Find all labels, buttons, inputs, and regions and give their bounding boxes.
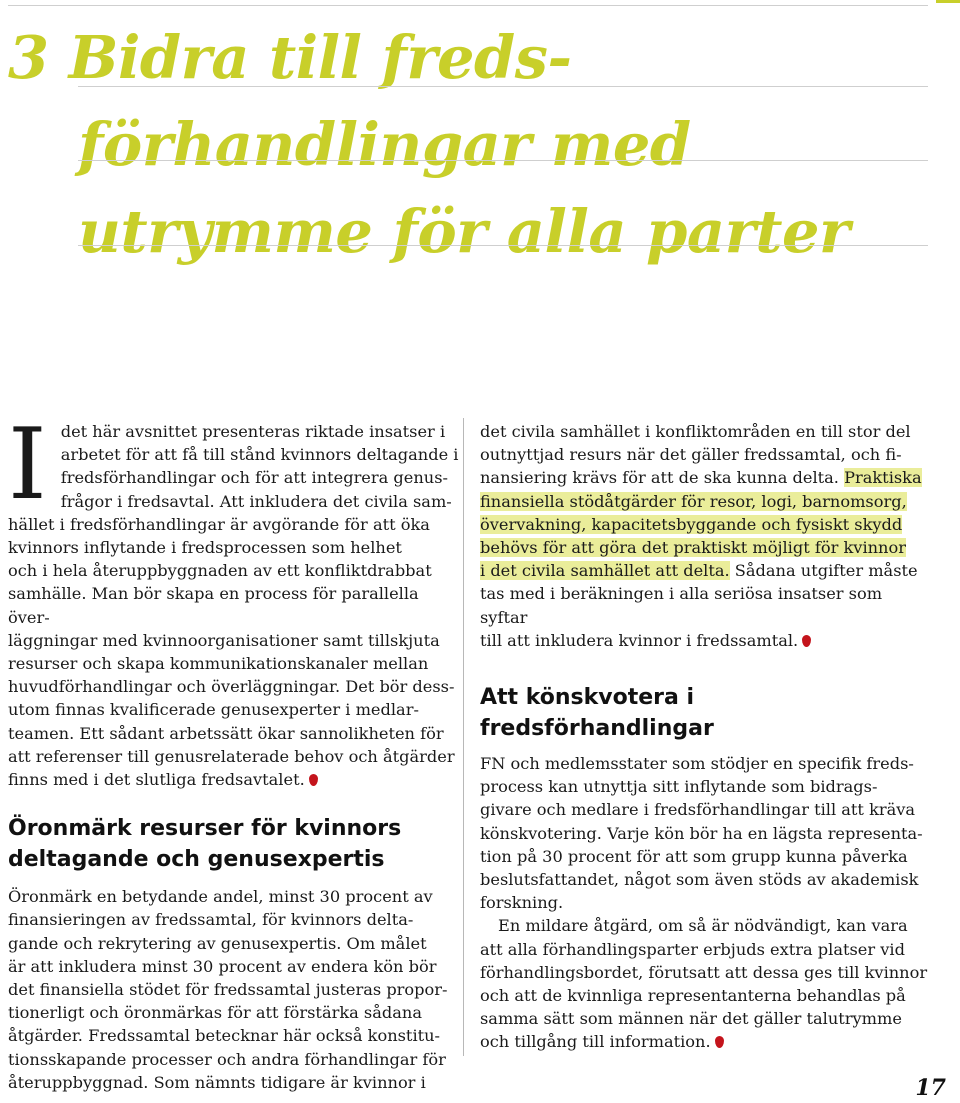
title-line-3: utrymme för alla parter <box>78 197 850 266</box>
milder-measure-text: En mildare åtgärd, om så är nödvändigt, kan vara att alla förhandlingsparter erbjuds extra platser vid förhandlingsbordet, förutsatt att dessa ges till kvinnor och att de kvinnliga representanterna behandlas på samma sätt som männen när det gäller talutrymme och tillgång till information. <box>480 916 928 1052</box>
drop-cap: I <box>8 408 47 522</box>
column-divider <box>463 418 464 1056</box>
chapter-title <box>8 14 938 275</box>
funding-text-start: det civila samhället i konfliktområden en till stor del outnyttjad resurs när det gäller fredssamtal, och fi- nansiering krävs för att de ska kunna delta. <box>480 422 911 488</box>
title-line-2: förhandlingar med <box>78 110 691 179</box>
top-rule <box>8 5 928 6</box>
title-rule-1 <box>78 86 928 87</box>
section-heading-earmark: Öronmärk resurser för kvinnors deltagande och genusexpertis <box>8 816 402 873</box>
title-rule-3 <box>78 245 928 246</box>
corner-accent <box>936 0 960 3</box>
end-mark-icon <box>715 1036 724 1048</box>
end-mark-icon <box>802 635 811 647</box>
title-rule-2 <box>78 160 928 161</box>
milder-measure-paragraph <box>480 914 928 1053</box>
highlighted-text: Praktiska finansiella stödåtgärder för resor, logi, barnomsorg, övervakning, kapacitetsbyggande och fysiskt skydd behövs för att göra det praktiskt möjligt för kvinnor i det civila samhället att delta. <box>480 468 922 581</box>
intro-paragraph <box>8 408 460 791</box>
left-column <box>8 408 460 1094</box>
end-mark-icon <box>309 774 318 786</box>
intro-text: det här avsnittet presenteras riktade insatser i arbetet för att få till stånd kvinnors deltagande i fredsförhandlingar och för att integrera genus- frågor i fredsavtal. Att inkludera det civila sam- hället i fredsförhandlingar är avgörande för att öka kvinnors inflytande i fredsprocessen som helhet och i hela återuppbyggnaden av ett konfliktdrabbat samhälle. Man bör skapa en process för parallella över- läggningar med kvinnoorganisationer samt tillskjuta resurser och skapa kommunikationskanaler mellan huvudförhandlingar och överläggningar. Det bör dess- utom finnas kvalificerade genusexperter i medlar- teamen. Ett sådant arbetssätt ökar sannolikheten för att referenser till genusrelaterade behov och åtgärder finns med i det slutliga fredsavtalet. <box>8 422 459 790</box>
page-number: 17 <box>915 1075 946 1101</box>
title-line-1: 3 Bidra till freds- <box>8 23 572 92</box>
funding-text-end: Sådana utgifter måste tas med i beräkningen i alla seriösa insatser som syftar till att inkludera kvinnor i fredssamtal. <box>480 561 918 650</box>
quota-paragraph: FN och medlemsstater som stödjer en specifik freds- process kan utnyttja sitt inflytande som bidrags- givare och medlare i fredsförhandlingar till att kräva könskvotering. Varje kön bör ha en lägsta representa- tion på 30 procent för att som grupp kunna påverka beslutsfattandet, något som även stöds av akademisk forskning. <box>480 754 923 913</box>
section-heading-quota: Att könskvotera i fredsförhandlingar <box>480 685 714 742</box>
earmark-paragraph: Öronmärk en betydande andel, minst 30 procent av finansieringen av fredssamtal, för kvinnors delta- gande och rekrytering av genusexpertis. Om målet är att inkludera minst 30 procent av endera kön bör det finansiella stödet för fredssamtal justeras propor- tionerligt och öronmärkas för att förstärka sådana åtgärder. Fredssamtal betecknar här också konstitu- tionsskapande processer och andra förhandlingar för återuppbyggnad. Som nämnts tidigare är kvinnor i <box>8 887 448 1092</box>
right-column <box>480 420 928 1054</box>
funding-paragraph <box>480 420 928 652</box>
